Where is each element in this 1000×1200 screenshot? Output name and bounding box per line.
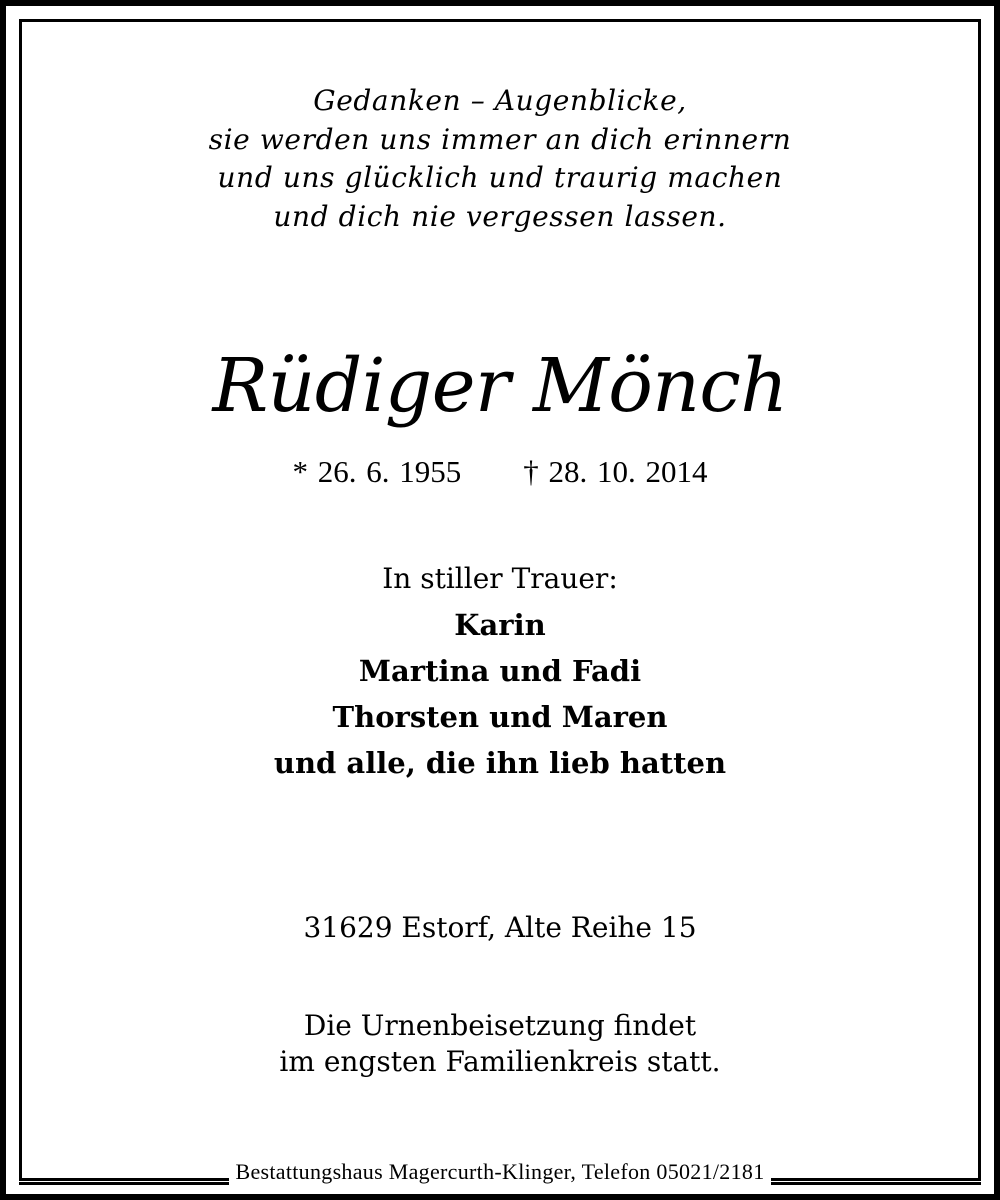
deceased-name: Rüdiger Mönch: [212, 343, 788, 429]
poem-line: Gedanken – Augenblicke,: [313, 84, 687, 117]
funeral-home-contact: Bestattungshaus Magercurth-Klinger, Telefon 05021/2181: [229, 1156, 770, 1188]
poem-line: sie werden uns immer an dich erinnern: [208, 122, 792, 156]
family-address: 31629 Estorf, Alte Reihe 15: [303, 911, 697, 944]
mourner-name: und alle, die ihn lieb hatten: [273, 746, 727, 780]
mourner-name: Thorsten und Maren: [332, 700, 668, 734]
mourners-section: [0, 556, 1000, 786]
notice-line: Die Urnenbeisetzung findet: [303, 1009, 697, 1042]
funeral-home-footer: [0, 1156, 1000, 1188]
mourner-name: Martina und Fadi: [358, 654, 642, 688]
birth-date: * 26. 6. 1955: [292, 454, 462, 489]
memorial-poem: [0, 82, 1000, 236]
mourner-name: Karin: [454, 608, 546, 642]
poem-line: und dich nie vergessen lassen.: [273, 199, 727, 233]
life-dates: [0, 452, 1000, 492]
mourning-intro: In stiller Trauer:: [382, 562, 618, 595]
burial-notice: [0, 1008, 1000, 1080]
poem-line: und uns glücklich und traurig machen: [217, 161, 783, 194]
death-date: † 28. 10. 2014: [523, 454, 708, 489]
notice-line: im engsten Familienkreis statt.: [279, 1045, 721, 1078]
